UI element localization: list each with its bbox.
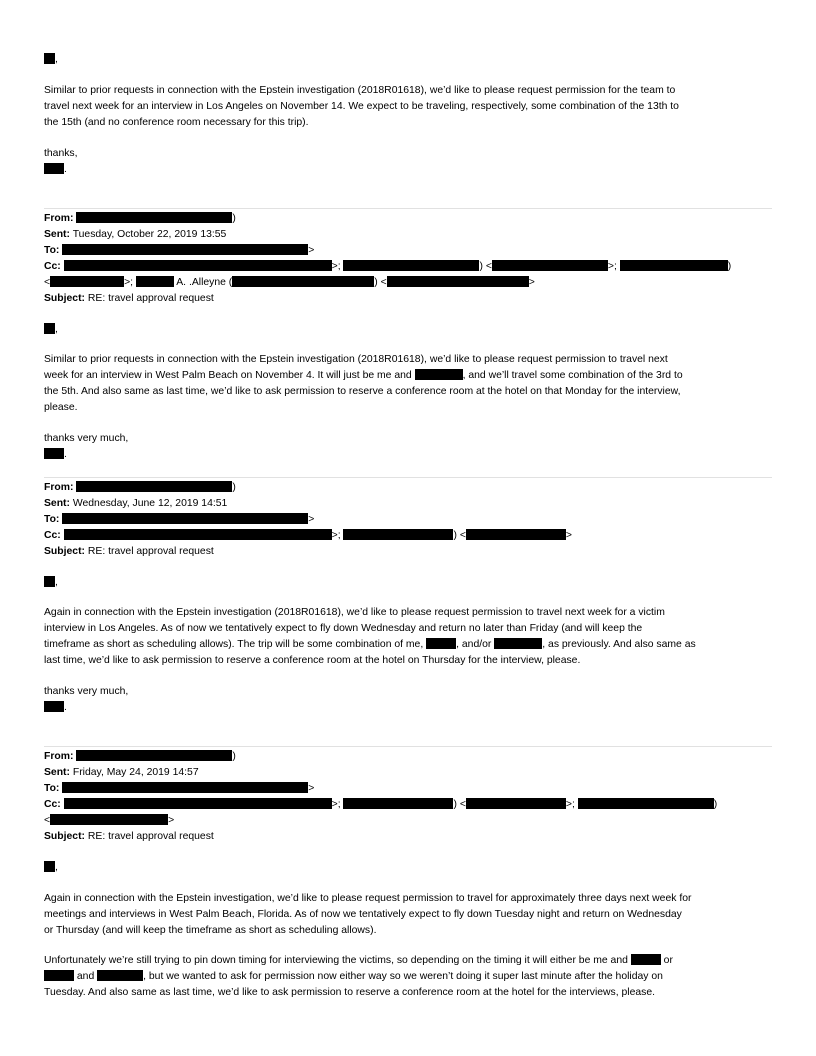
body-line: please. [44,402,78,413]
redaction [44,861,55,872]
redaction [44,576,55,587]
redaction [64,260,332,271]
divider [44,477,772,478]
redaction [44,970,74,981]
body-line: Unfortunately we’re still trying to pin down timing for interviewing the victims, so depending on the timing it will either be me and or [44,955,673,966]
body-line: meetings and interviews in West Palm Beach, Florida. As of now we tentatively expect to fly down Tuesday night and return on Wednesday [44,909,682,920]
redaction [44,448,64,459]
salutation-3: , [44,576,58,589]
redaction [232,276,374,287]
divider [44,746,772,747]
redaction [44,163,64,174]
from-line: From: ) [44,482,236,493]
body-line: travel next week for an interview in Los Angeles on November 14. We expect to be traveling, respectively, some combination of the 13th to [44,101,679,112]
redaction [620,260,728,271]
redaction [76,750,232,761]
subject-line: Subject: RE: travel approval request [44,293,214,304]
body-line: week for an interview in West Palm Beach on November 4. It will just be me and , and we’ll travel some combination of the 3rd to [44,370,683,381]
sent-line: Sent: Tuesday, October 22, 2019 13:55 [44,229,227,240]
redaction [343,798,453,809]
subject-line: Subject: RE: travel approval request [44,831,214,842]
redaction [466,529,566,540]
redaction [64,798,332,809]
body-line: Similar to prior requests in connection with the Epstein investigation (2018R01618), we’d like to please request permission to travel next [44,354,668,365]
closing: thanks, [44,148,78,159]
redaction [50,276,124,287]
salutation-4: , [44,861,58,874]
subject-line: Subject: RE: travel approval request [44,546,214,557]
redaction [492,260,608,271]
redaction [44,323,55,334]
cc-line: Cc: >; ) < >; ) [44,261,732,272]
signature: . [44,448,67,461]
redaction [76,481,232,492]
salutation-1: , [44,53,58,66]
body-line: interview in Los Angeles. As of now we tentatively expect to fly down Wednesday and return no later than Friday (and will keep the [44,623,643,634]
to-line: To: > [44,783,315,794]
sent-line: Sent: Friday, May 24, 2019 14:57 [44,767,199,778]
body-line: or Thursday (and will keep the timeframe as short as scheduling allows). [44,925,377,936]
cc-line: Cc: >; ) < >; ) [44,799,718,810]
closing: thanks very much, [44,686,129,697]
cc-line-cont: < > [44,815,175,826]
redaction [415,369,463,380]
redaction [631,954,661,965]
redaction [578,798,714,809]
sent-line: Sent: Wednesday, June 12, 2019 14:51 [44,498,228,509]
redaction [343,529,453,540]
redaction [494,638,542,649]
redaction [76,212,232,223]
redaction [466,798,566,809]
body-line: the 5th. And also same as last time, we’d like to ask permission to reserve a conference room at the hotel on that Monday for the interview, [44,386,681,397]
redaction [44,53,55,64]
signature: . [44,163,67,176]
body-line: last time, we’d like to ask permission to reserve a conference room at the hotel on Thursday for the interview, please. [44,655,581,666]
cc-line: Cc: >; ) < > [44,530,572,541]
body-line: Similar to prior requests in connection with the Epstein investigation (2018R01618), we’d like to please request permission for the team to [44,85,676,96]
redaction [426,638,456,649]
redaction [62,244,308,255]
to-line: To: > [44,514,315,525]
body-line: Tuesday. And also same as last time, we’d like to ask permission to reserve a conference room at the hotel for the interviews, please. [44,987,656,998]
body-line: and , but we wanted to ask for permission now either way so we weren’t doing it super last minute after the holiday on [44,970,663,983]
redaction [343,260,479,271]
redaction [62,513,308,524]
redaction [64,529,332,540]
body-line: timeframe as short as scheduling allows). The trip will be some combination of me, , and/or , as previously. And also same as [44,639,696,650]
salutation-2: , [44,323,58,336]
redaction [97,970,143,981]
redaction [62,782,308,793]
from-line: From: ) [44,751,236,762]
redaction [136,276,174,287]
cc-line-cont: < >; A. .Alleyne ( ) < > [44,277,535,288]
redaction [387,276,529,287]
body-line: Again in connection with the Epstein investigation (2018R01618), we’d like to please request permission to travel next week for a victim [44,607,665,618]
closing: thanks very much, [44,433,129,444]
body-line: the 15th (and no conference room necessary for this trip). [44,117,309,128]
redaction [50,814,168,825]
to-line: To: > [44,245,315,256]
divider [44,208,772,209]
from-line: From: ) [44,213,236,224]
redaction [44,701,64,712]
body-line: Again in connection with the Epstein investigation, we’d like to please request permission to travel for approximately three days next week for [44,893,692,904]
signature: . [44,701,67,714]
